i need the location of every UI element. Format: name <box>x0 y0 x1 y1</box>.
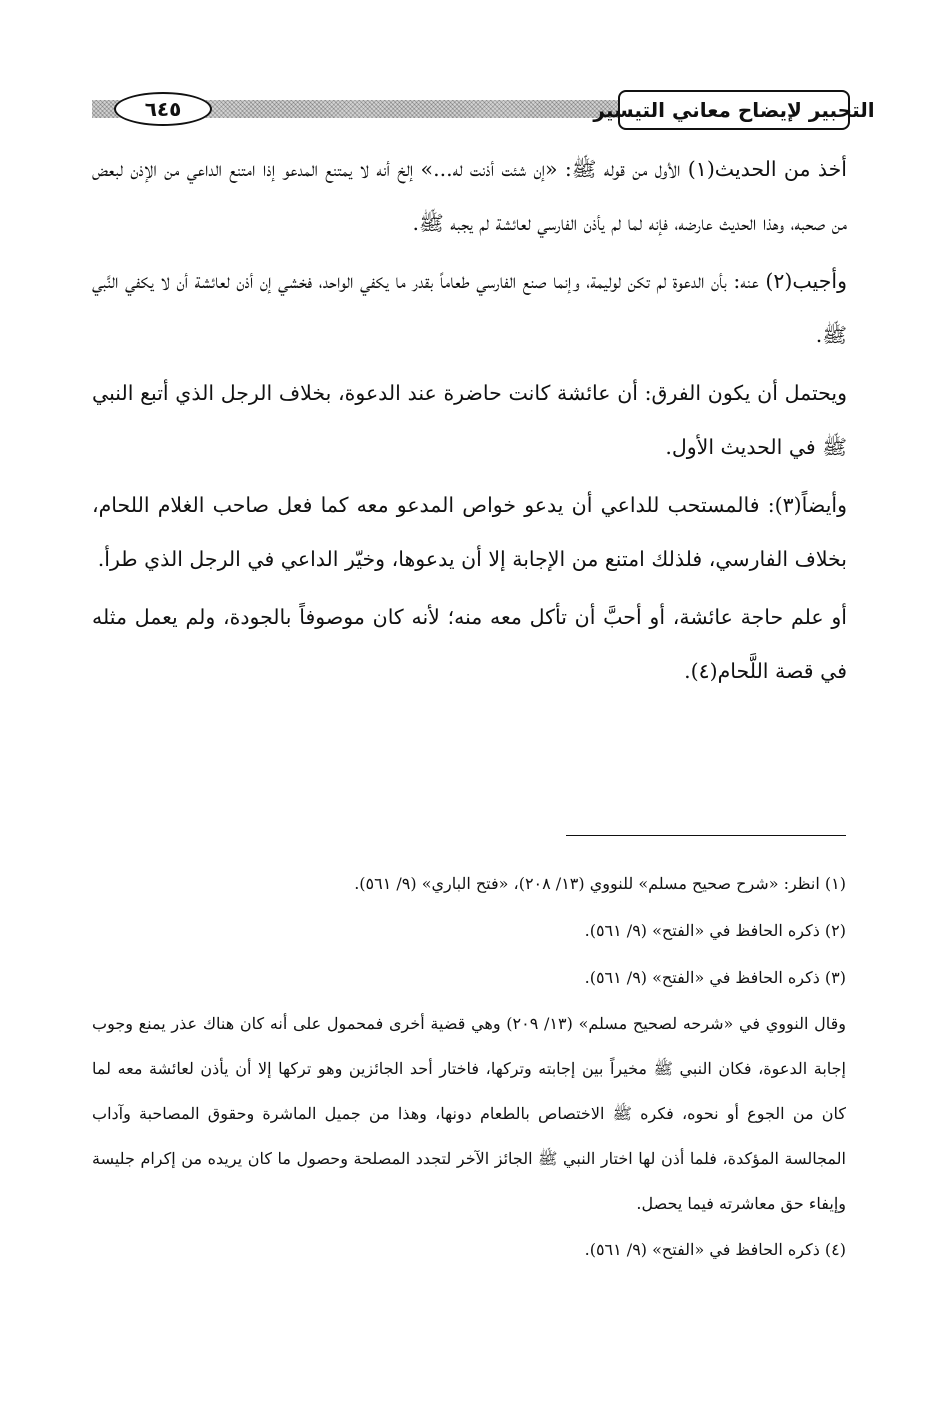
page-number-frame <box>114 92 212 126</box>
main-text <box>92 142 847 702</box>
paragraph-4: وأيضاً(٣): فالمستحب للداعي أن يدعو خواص المدعو معه كما فعل صاحب الغلام اللحام، بخلاف الفارسي، فلذلك امتنع من الإجابة إلا أن يدعوها، وخيّر الداعي في الرجل الذي طرأ. <box>92 493 847 571</box>
footnotes <box>92 860 846 1273</box>
footnote-3-continuation: وقال النووي في «شرحه لصحيح مسلم» (١٣/ ٢٠٩) وهي قضية أخرى فمحمول على أنه كان هناك عذر يمنع وجوب إجابة الدعوة، فكان النبي ﷺ مخيراً بين إجابته وتركها، فاختار أحد الجائزين وهو تركها إلا أن يأذن لعائشة معه لما كان من الجوع أو نحوه، فكره ﷺ الاختصاص بالطعام دونها، وهذا من جميل الماشرة وحقوق المصاحبة وآداب المجالسة المؤكدة، فلما أذن لها اختار النبي ﷺ الجائز الآخر لتجدد المصلحة وحصول ما كان يريده من إكرام جليسة وإيفاء حق معاشرته فيما يحصل. <box>92 1014 846 1213</box>
footnote-separator <box>566 835 846 836</box>
page-number: ٦٤٥ <box>144 97 182 121</box>
paragraph-2: وأجيب(٢) عنه: بأن الدعوة لم تكن لوليمة، وإنما صنع الفارسي طعاماً بقدر ما يكفي الواحد، فخشي إن أذن لعائشة أن لا يكفي النَّبي ﷺ. <box>92 269 847 347</box>
running-header <box>92 88 875 138</box>
book-title: التحبير لإيضاح معاني التيسير <box>593 98 875 122</box>
paragraph-3: ويحتمل أن يكون الفرق: أن عائشة كانت حاضرة عند الدعوة، بخلاف الرجل الذي أتبع النبي ﷺ في الحديث الأول. <box>92 381 847 459</box>
footnote-1: (١) انظر: «شرح صحيح مسلم» للنووي (١٣/ ٢٠٨)، «فتح الباري» (٩/ ٥٦١). <box>354 874 846 893</box>
footnote-4: (٤) ذكره الحافظ في «الفتح» (٩/ ٥٦١). <box>584 1240 846 1259</box>
header-title-frame <box>593 90 875 130</box>
footnote-3: (٣) ذكره الحافظ في «الفتح» (٩/ ٥٦١). <box>584 968 846 987</box>
paragraph-5: أو علم حاجة عائشة، أو أحبَّ أن تأكل معه منه؛ لأنه كان موصوفاً بالجودة، ولم يعمل مثله في قصة اللَّحام(٤). <box>92 605 847 683</box>
footnote-2: (٢) ذكره الحافظ في «الفتح» (٩/ ٥٦١). <box>584 921 846 940</box>
paragraph-1: أخذ من الحديث(١) الأول من قوله ﷺ: «إن شئت أذنت له...» إلخ أنه لا يمتنع المدعو إذا امتنع الداعي من الإذن لبعض من صحبه، وهذا الحديث عارضه، فإنه لما لم يأذن الفارسي لعائشة لم يجبه ﷺ. <box>92 157 847 235</box>
